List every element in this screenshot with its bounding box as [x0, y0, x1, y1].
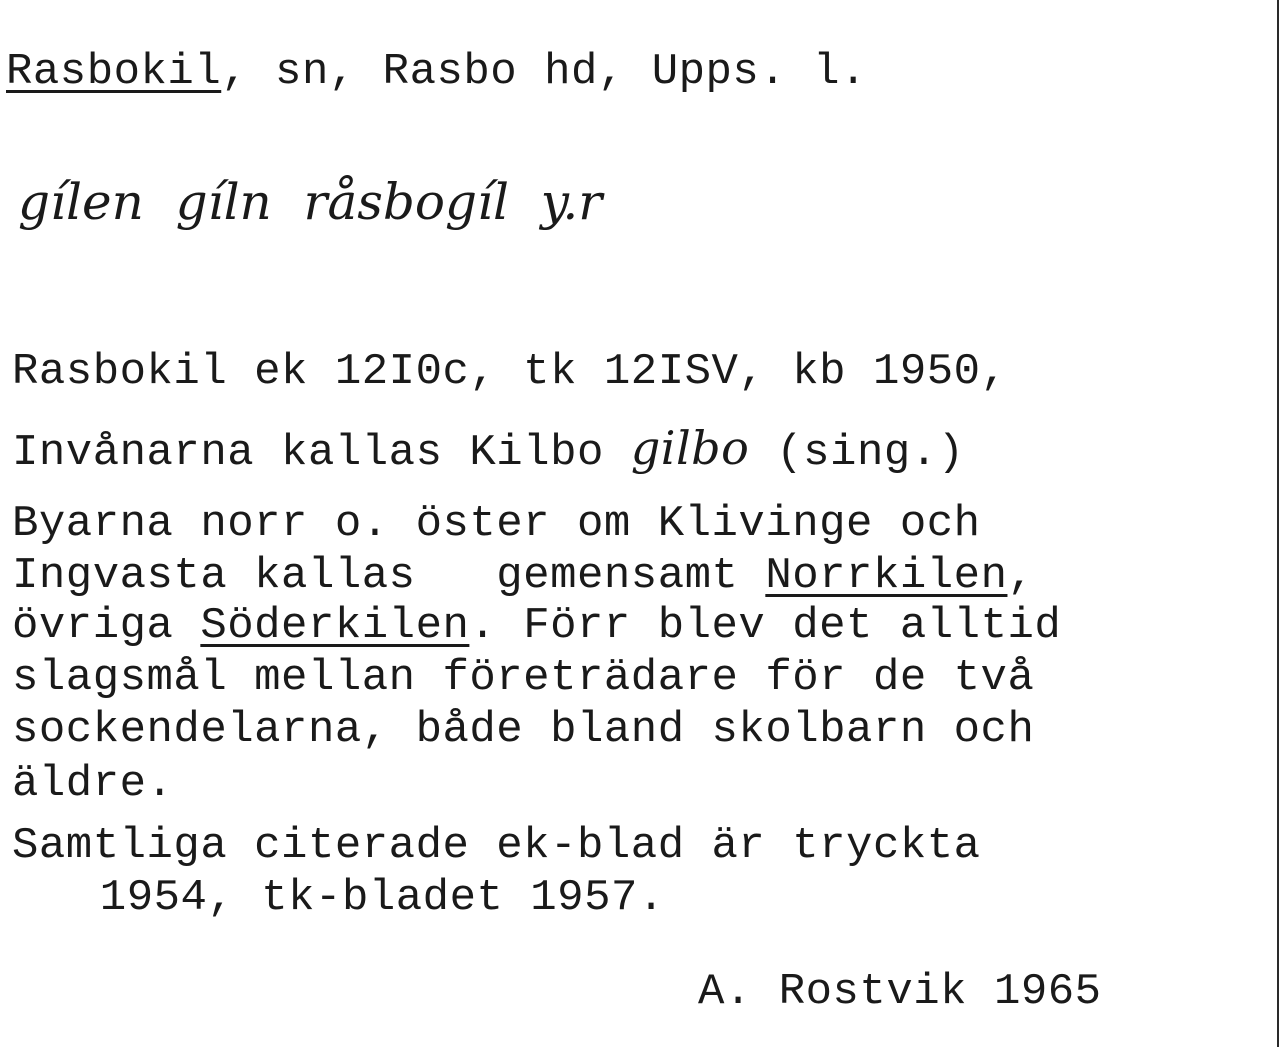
body-line-10: 1954, tk-bladet 1957.: [46, 873, 665, 923]
body-line-7: sockendelarna, både bland skolbarn och: [12, 705, 1035, 755]
signature: A. Rostvik 1965: [698, 967, 1102, 1017]
body-line-9: Samtliga citerade ek-blad är tryckta: [12, 821, 981, 871]
line2-handwritten: gilbo: [630, 421, 750, 475]
line4-text: Ingvasta kallas gemensamt: [12, 551, 766, 601]
line5-rest: . Förr blev det alltid: [469, 601, 1062, 651]
body-line-5: [12, 600, 1061, 652]
body-line-3: Byarna norr o. öster om Klivinge och: [12, 499, 981, 549]
line2-sing: (sing.): [749, 428, 965, 478]
norrkilen: Norrkilen: [765, 551, 1008, 601]
body-line-8: äldre.: [12, 759, 174, 809]
handwritten-forms: gílen gíln råsbogíl y.r: [18, 173, 603, 231]
line4-comma: ,: [1007, 551, 1035, 601]
card-header: [6, 46, 867, 98]
line5-text: övriga: [12, 601, 201, 651]
place-name: Rasbokil: [6, 47, 222, 97]
body-line-6: slagsmål mellan företrädare för de två: [12, 653, 1035, 703]
place-info: , sn, Rasbo hd, Upps. l.: [221, 47, 867, 97]
body-line-2: [12, 422, 965, 479]
body-line-4: [12, 550, 1034, 602]
line2-text: Invånarna kallas Kilbo: [12, 428, 631, 478]
body-line-1: Rasbokil ek 12I0c, tk 12ISV, kb 1950,: [12, 347, 1008, 397]
soderkilen: Söderkilen: [200, 601, 470, 651]
card-edge-line: [1277, 0, 1279, 1047]
